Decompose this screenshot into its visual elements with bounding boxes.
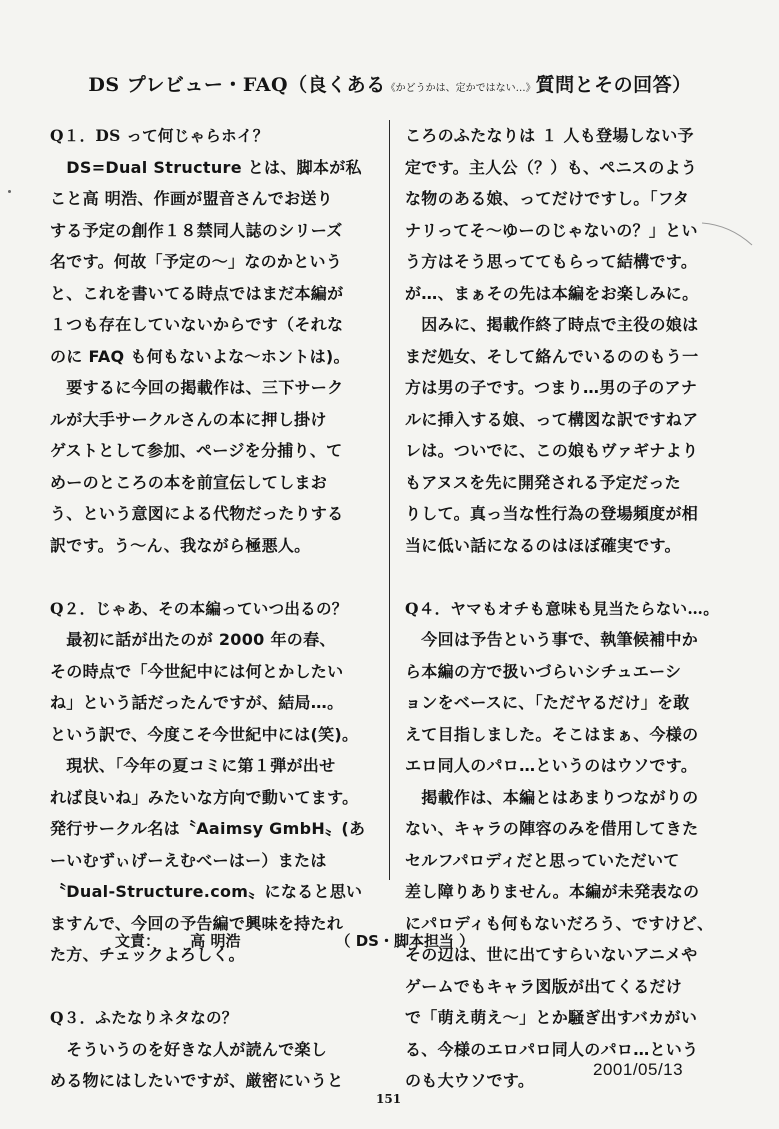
faq-question: Q２．じゃあ、その本編っていつ出るの？ — [50, 598, 348, 618]
author-role: （ DS・脚本担当 ） — [335, 932, 475, 950]
title-main-before: DS プレビュー・FAQ（良くある — [88, 74, 386, 96]
text-line: もアヌスを先に開発される予定だった — [405, 472, 681, 492]
text-line: 発行サークル名は〝Aaimsy GmbH〟(あ — [50, 819, 366, 838]
text-line: という訳で、今度こそ今世紀中には(笑)。 — [50, 724, 359, 744]
text-line: 方は男の子です。つまり…男の子のアナ — [405, 378, 698, 397]
author-credit — [115, 930, 474, 951]
text-line: ゲームでもキャラ図版が出てくるだけ — [405, 976, 683, 996]
text-line: その辺は、世に出てすらいないアニメや — [405, 945, 698, 964]
text-line: 訳です。う～ん、我ながら極悪人。 — [50, 535, 311, 555]
text-line: 定です。主人公（？）も、ペニスのよう — [405, 157, 698, 177]
text-line: えて目指しました。そこはまぁ、今様の — [405, 724, 699, 744]
text-line: 名です。何故「予定の～」なのかという — [50, 252, 343, 271]
text-line: 因みに、掲載作終了時点で主役の娘は — [405, 315, 699, 334]
text-line: りして。真っ当な性行為の登場頻度が相 — [405, 504, 699, 523]
text-line: ョンをベースに、「ただヤるだけ」を敢 — [405, 693, 690, 712]
text-line: で「萌え萌え～」とか騒ぎ出すバカがい — [405, 1008, 698, 1027]
text-line: そういうのを好きな人が読んで楽し — [50, 1039, 328, 1059]
text-line: める物にはしたいですが、厳密にいうと — [50, 1071, 344, 1090]
text-line: 掲載作は、本編とはあまりつながりの — [405, 787, 699, 807]
text-line: ゲストとして参加、ページを分捕り、て — [50, 441, 343, 460]
text-line: する予定の創作１８禁同人誌のシリーズ — [50, 220, 343, 240]
author-name: 高 明浩 — [190, 932, 241, 950]
date-stamp: 2001/05/13 — [593, 1060, 684, 1079]
text-line: 差し障りありません。本編が未発表なの — [405, 882, 700, 901]
text-line: う方はそう思っててもらって結構です。 — [405, 252, 698, 271]
text-line: のに FAQ も何もないよな～ホントは)。 — [50, 346, 350, 366]
text-line: 〝Dual-Structure.com〟になると思い — [50, 882, 363, 901]
text-line: る、今様のエロパロ同人のパロ…という — [405, 1039, 699, 1059]
text-line: めーのところの本を前宣伝してしまお — [50, 472, 328, 492]
text-line: 現状、「今年の夏コミに第１弾が出せ — [50, 756, 336, 775]
scan-speck — [8, 190, 11, 193]
text-line: ーいむずぃげーえむべーはー）または — [50, 850, 327, 870]
text-line: と、これを書いてる時点ではまだ本編が — [50, 283, 344, 303]
page-title — [60, 70, 720, 97]
text-line: １つも存在していないからです（それな — [50, 315, 344, 334]
text-line: な物のある娘、ってだけですし。「フタ — [405, 189, 690, 208]
text-line: にパロディも何もないだろう、ですけど、 — [405, 913, 714, 933]
text-line: う、という意図による代物だったりする — [50, 504, 344, 523]
title-aside: 《かどうかは、定かではない…》 — [385, 83, 536, 94]
title-main-after: 質問とその回答） — [535, 74, 692, 96]
text-line: ね」という話だったんですが、結局…。 — [50, 693, 344, 712]
faq-question: Q３．ふたなりネタなの？ — [50, 1008, 238, 1027]
text-line: DS=Dual Structure とは、脚本が私 — [50, 157, 362, 177]
faq-question: Q４．ヤマもオチも意味も見当たらない…。 — [405, 598, 720, 618]
text-line: その時点で「今世紀中には何とかしたい — [50, 661, 344, 681]
text-line: ない、キャラの陣容のみを借用してきた — [405, 819, 699, 838]
text-line: 今回は予告という事で、執筆候補中か — [405, 630, 699, 649]
text-line: ら本編の方で扱いづらいシチュエーシ — [405, 661, 682, 681]
page-number: 151 — [376, 1092, 402, 1106]
text-line: 最初に話が出たのが 2000 年の春、 — [50, 630, 336, 649]
scan-stroke-mark — [700, 215, 760, 255]
paragraph-gap — [50, 971, 370, 1003]
text-line: ナリってそ～ゆーのじゃないの？」とい — [405, 220, 698, 240]
text-line: た方、チェックよろしく。 — [50, 945, 245, 964]
paragraph-gap — [405, 561, 735, 593]
text-line: 要するに今回の掲載作は、三下サーク — [50, 378, 344, 397]
text-line: のも大ウソです。 — [405, 1071, 535, 1090]
text-line: ルに挿入する娘、って構図な訳ですねア — [405, 409, 699, 429]
text-line: ますんで、今回の予告編で興味を持たれ — [50, 913, 344, 933]
paragraph-gap — [50, 561, 370, 593]
text-line: れば良いね」みたいな方向で動いてます。 — [50, 787, 359, 807]
faq-question: Q１．DS って何じゃらホイ？ — [50, 126, 269, 145]
column-divider — [389, 120, 390, 880]
text-line: ルが大手サークルさんの本に押し掛け — [50, 409, 327, 429]
text-line: レは。ついでに、この娘もヴァギナより — [405, 441, 699, 460]
text-line: セルフパロディだと思っていただいて — [405, 850, 680, 870]
text-line: こと高 明浩、作画が盟音さんでお送り — [50, 189, 333, 208]
text-line: まだ処女、そして絡んでいるののもう一 — [405, 346, 699, 366]
text-line: エロ同人のパロ…というのはウソです。 — [405, 756, 698, 775]
text-line: ころのふたなりは １ 人も登場しない予 — [405, 126, 694, 145]
credit-label: 文責： — [115, 932, 161, 950]
text-line: が…、まぁその先は本編をお楽しみに。 — [405, 283, 699, 303]
text-line: 当に低い話になるのはほぼ確実です。 — [405, 535, 681, 555]
